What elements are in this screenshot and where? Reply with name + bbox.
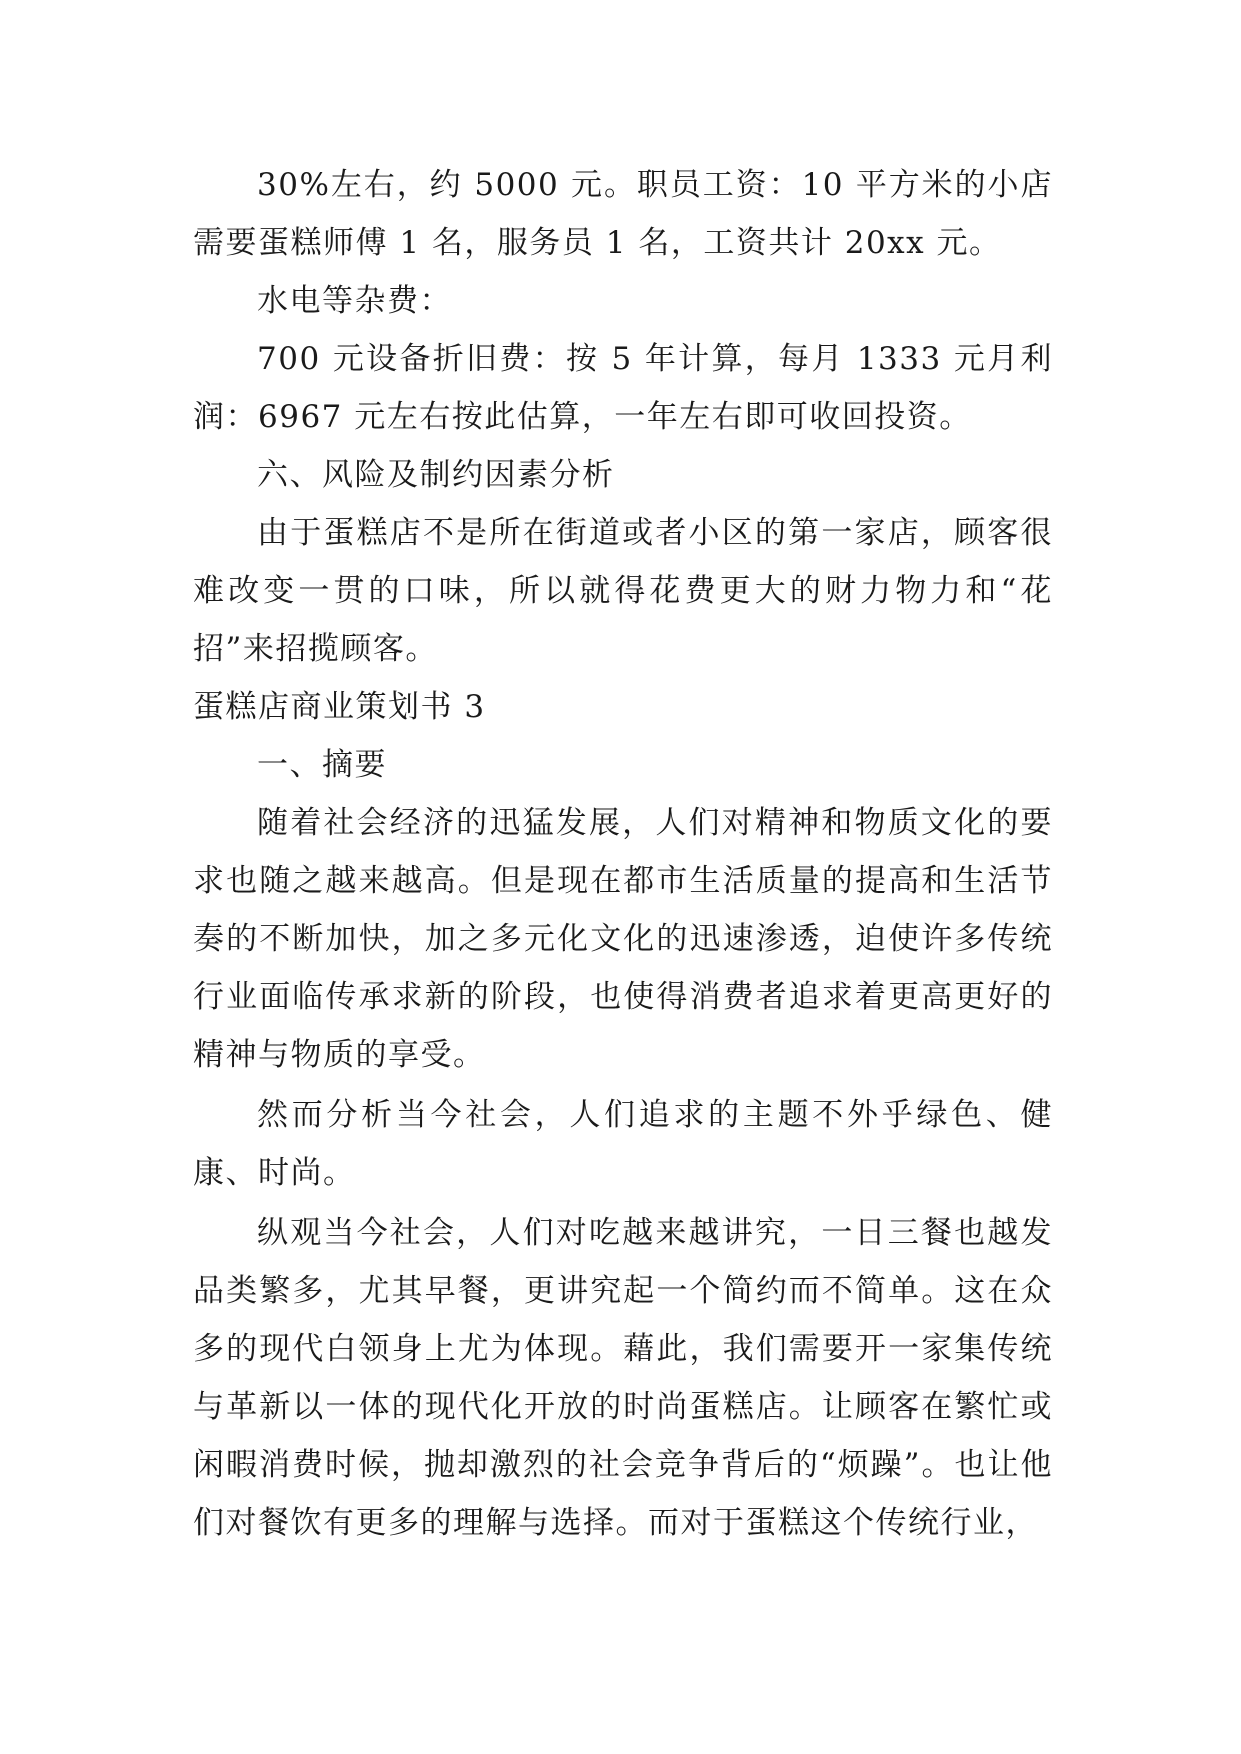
paragraph-utilities: 水电等杂费： xyxy=(257,283,452,319)
paragraph-summary-2: 然而分析当今社会，人们追求的主题不外乎绿色、健康、时尚。 xyxy=(193,1097,1053,1191)
section-heading-risk: 六、风险及制约因素分析 xyxy=(257,457,615,493)
section-heading-summary: 一、摘要 xyxy=(257,747,387,783)
paragraph-depreciation: 700 元设备折旧费：按 5 年计算，每月 1333 元月利润：6967 元左右按此估算，一年左右即可收回投资。 xyxy=(193,341,1053,435)
document-body xyxy=(193,156,1053,1552)
paragraph-summary-1: 随着社会经济的迅猛发展，人们对精神和物质文化的要求也随之越来越高。但是现在都市生活质量的提高和生活节奏的不断加快，加之多元化文化的迅速渗透，迫使许多传统行业面临传承求新的阶段，也使得消费者追求着更高更好的精神与物质的享受。 xyxy=(193,805,1053,1073)
paragraph-risk: 由于蛋糕店不是所在街道或者小区的第一家店，顾客很难改变一贯的口味，所以就得花费更大的财力物力和“花招”来招揽顾客。 xyxy=(193,515,1053,667)
paragraph-summary-3: 纵观当今社会，人们对吃越来越讲究，一日三餐也越发品类繁多，尤其早餐，更讲究起一个简约而不简单。这在众多的现代白领身上尤为体现。藉此，我们需要开一家集传统与革新以一体的现代化开放的时尚蛋糕店。让顾客在繁忙或闲暇消费时候，抛却激烈的社会竞争背后的“烦躁”。也让他们对餐饮有更多的理解与选择。而对于蛋糕这个传统行业， xyxy=(193,1215,1053,1541)
document-title: 蛋糕店商业策划书 3 xyxy=(193,689,486,725)
paragraph-costs: 30%左右，约 5000 元。职员工资：10 平方米的小店需要蛋糕师傅 1 名，服务员 1 名，工资共计 20xx 元。 xyxy=(193,167,1053,261)
